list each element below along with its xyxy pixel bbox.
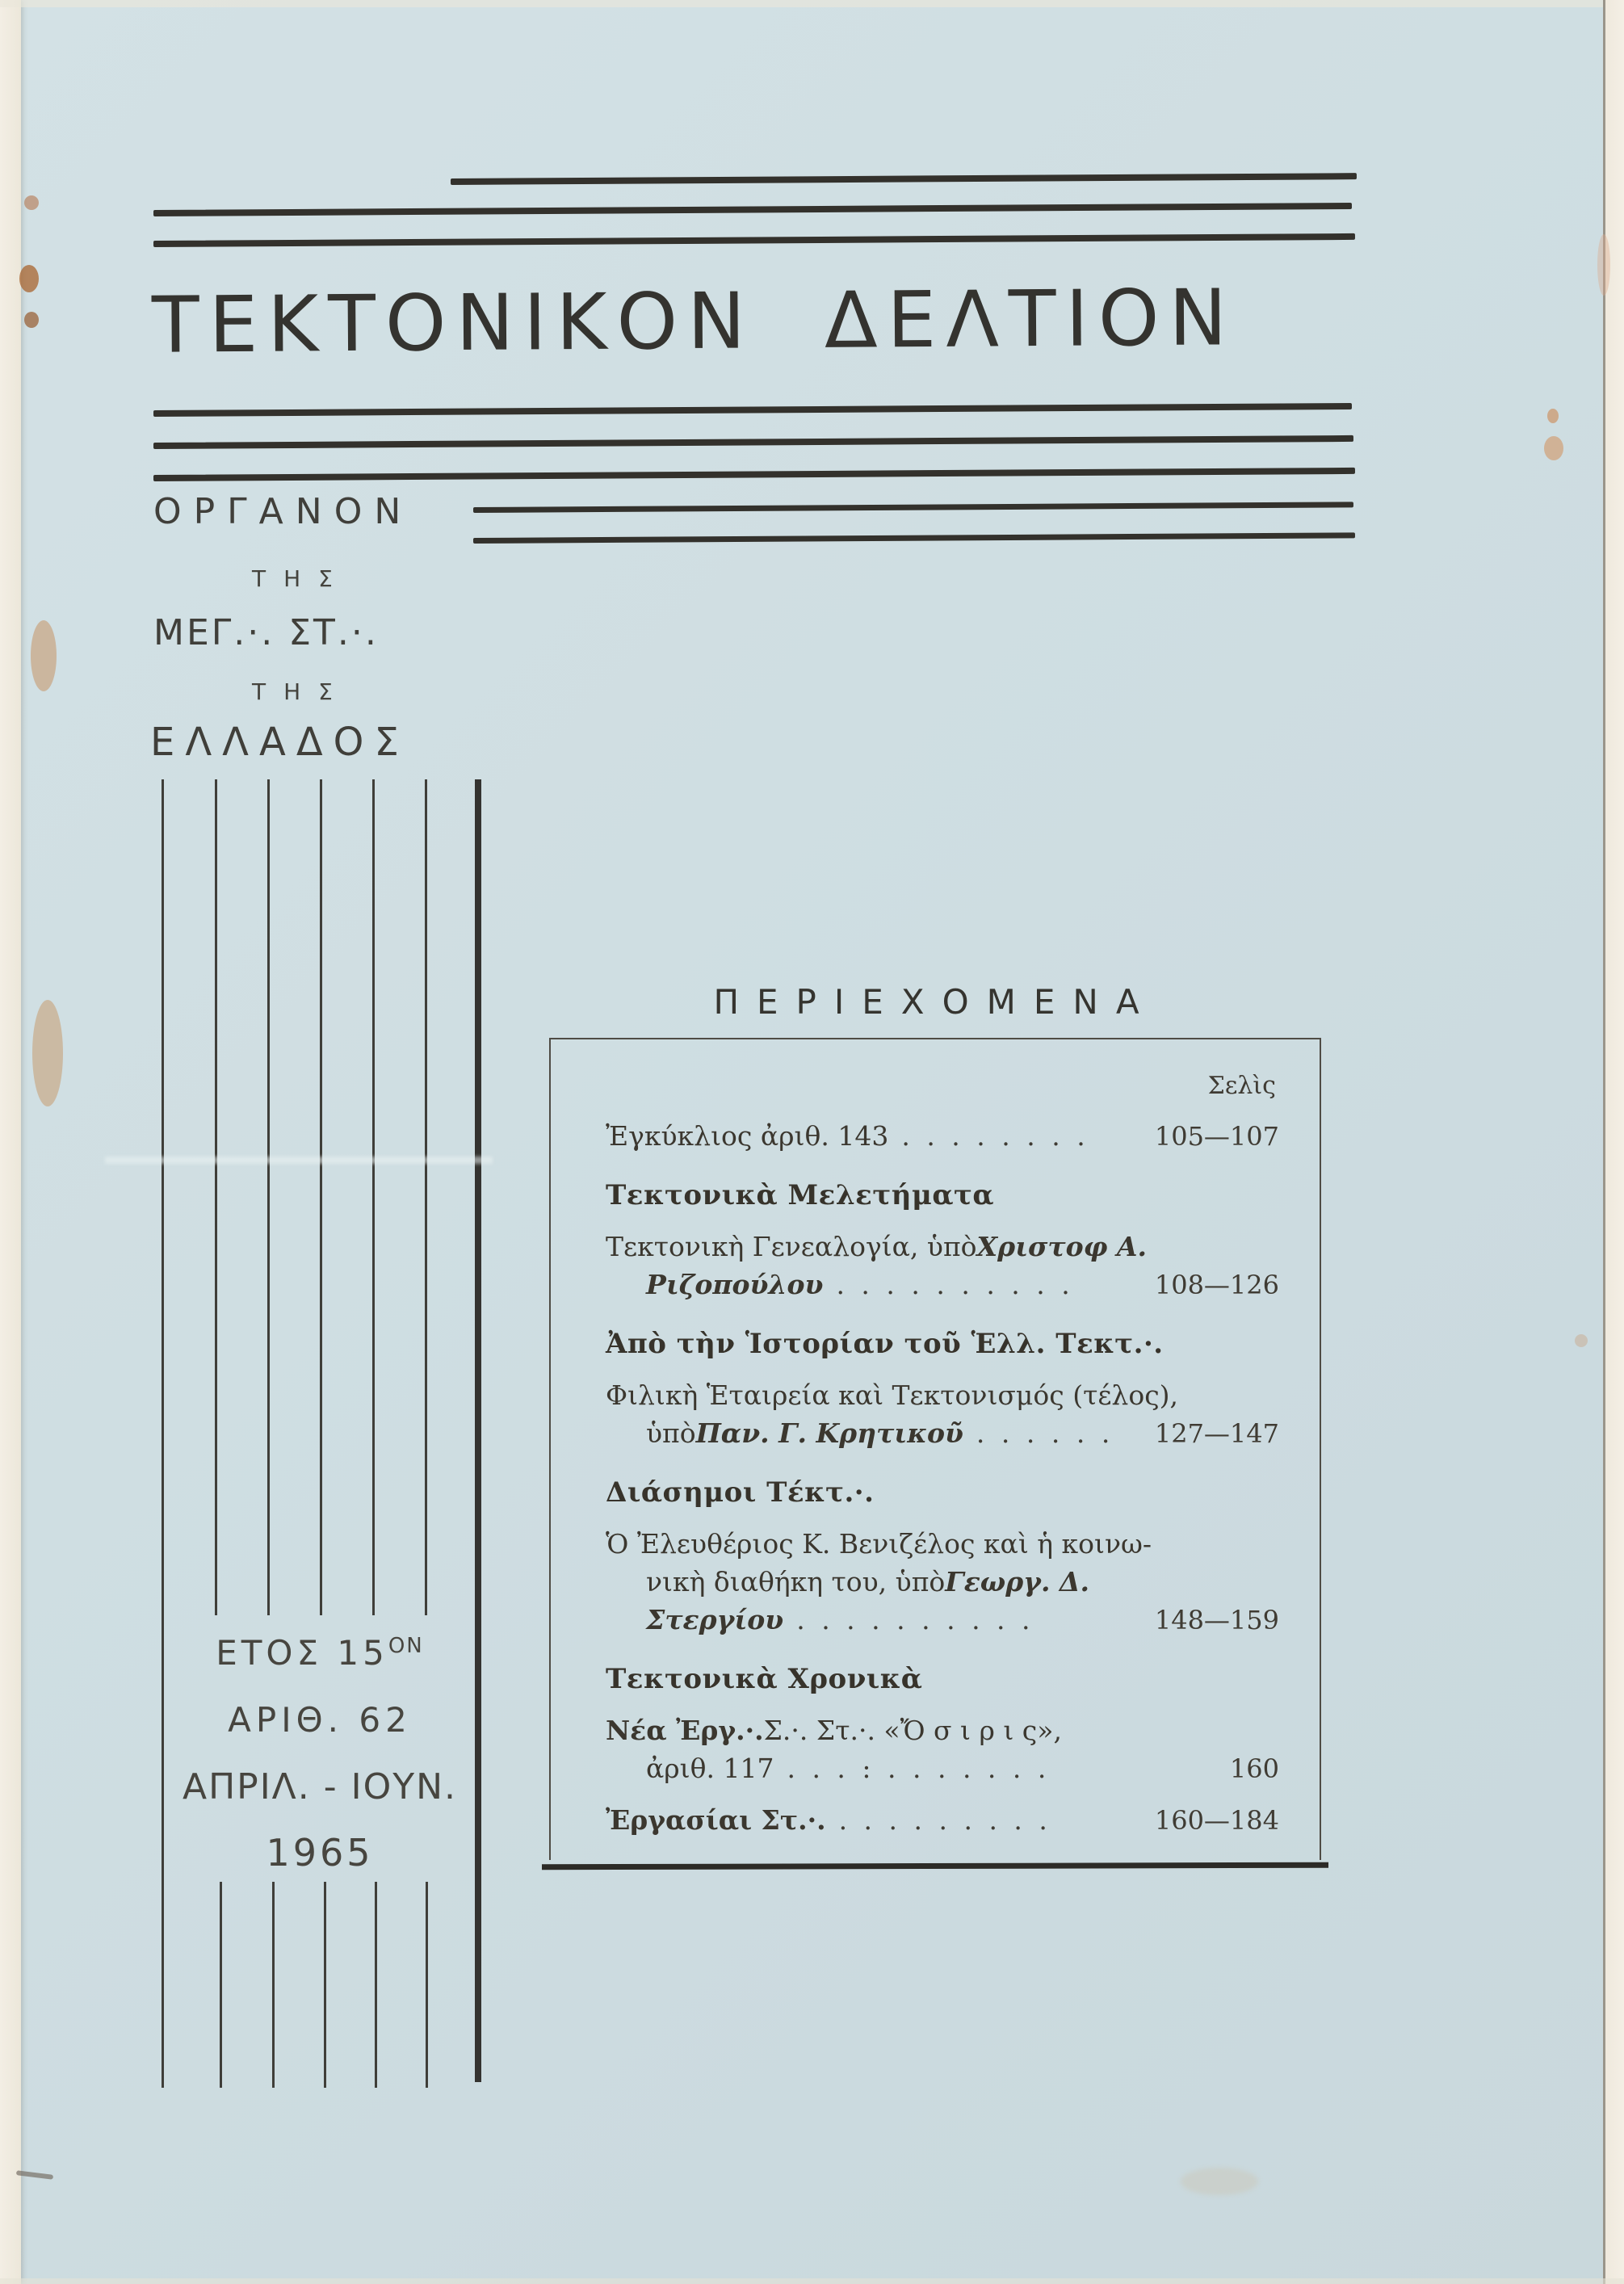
toc-entry-row: [606, 1121, 1279, 1152]
issue-etos-text: ΕΤΟΣ 15: [216, 1633, 388, 1673]
toc-text-segment: Τεκτονικὰ Μελετήματα: [606, 1179, 995, 1211]
stripe-line-3-lower: [272, 1882, 275, 2088]
journal-title-word2: ΔΕΛΤΙΟΝ: [824, 272, 1237, 366]
contents-rows: [606, 1121, 1279, 1836]
issue-year: 1965: [266, 1831, 374, 1875]
toc-entry-row: [606, 1529, 1279, 1559]
toc-text-segment: Φιλικὴ Ἑταιρεία καὶ Τεκτονισμός (τέλος),: [606, 1379, 1179, 1411]
stripe-line-3-upper: [267, 779, 270, 1615]
toc-text-segment: Γεωργ. Δ.: [945, 1566, 1090, 1598]
toc-text-segment: Διάσημοι Τέκτ.·.: [606, 1476, 875, 1509]
toc-entry-row: [606, 1605, 1279, 1635]
toc-dot-leader: . . . . . . . . . .: [796, 1605, 1034, 1635]
organ-line-meg-st: ΜΕΓ.·. ΣΤ.·.: [153, 612, 379, 653]
stripe-line-1: [162, 779, 164, 2088]
contents-box: [549, 1038, 1321, 1860]
toc-dot-leader: . . . . . . . .: [901, 1121, 1089, 1151]
rust-stain-small: [24, 195, 39, 210]
toc-page-range: 148—159: [1154, 1605, 1279, 1635]
toc-section-heading: [606, 1329, 1279, 1359]
toc-text-segment: νικὴ διαθήκη του, ὑπὸ: [646, 1566, 946, 1598]
organ-line-ellados: ΕΛΛΑΔΟΣ: [150, 720, 409, 765]
scan-edge-bottom: [0, 2278, 1624, 2284]
stripe-line-5-upper: [372, 779, 375, 1615]
toc-section-heading: [606, 1665, 1279, 1694]
toc-text-segment: ὑπὸ: [646, 1417, 696, 1449]
toc-entry-row: [606, 1567, 1279, 1597]
tan-stain-upper: [31, 620, 57, 691]
toc-text-segment: Ριζοπούλου: [646, 1269, 824, 1300]
issue-number: ΑΡΙΘ. 62: [228, 1700, 412, 1740]
toc-text-segment: Ἀπὸ τὴν Ἱστορίαν τοῦ Ἑλλ. Τεκτ.·.: [606, 1328, 1164, 1360]
tan-stain-lower: [32, 1000, 63, 1106]
toc-entry-row: [606, 1380, 1279, 1410]
right-edge-smudge: [1597, 234, 1610, 296]
toc-text-segment: Ἐργασίαι Στ.·.: [606, 1804, 826, 1836]
rust-stain-staple-top: [19, 265, 39, 292]
issue-etos-superscript: ΟΝ: [388, 1634, 424, 1658]
bottom-right-smudge: [1181, 2168, 1258, 2195]
contents-heading: ΠΕΡΙΕΧΟΜΕΝΑ: [713, 982, 1157, 1022]
scan-edge-top: [0, 0, 1624, 7]
right-stain-faint: [1575, 1334, 1588, 1347]
stripe-line-6-lower: [426, 1882, 428, 2088]
journal-title-word1: ΤΕΚΤΟΝΙΚΟΝ: [151, 275, 756, 371]
stripe-line-4-upper: [320, 779, 322, 1615]
toc-entry-row: [606, 1270, 1279, 1300]
toc-text-segment: Νέα Ἐργ.·.: [606, 1715, 764, 1746]
toc-page-range: 127—147: [1154, 1418, 1279, 1449]
toc-dot-leader: . . . . . . . . .: [838, 1805, 1051, 1835]
toc-dot-leader: . . . . . .: [976, 1418, 1114, 1448]
stripe-line-2-lower: [220, 1882, 222, 2088]
toc-text-segment: Τεκτονικὴ Γενεαλογία, ὑπὸ: [606, 1231, 977, 1262]
issue-year-ordinal: [158, 1633, 481, 1673]
toc-entry-row: [606, 1805, 1279, 1836]
toc-page-range: 105—107: [1154, 1121, 1279, 1152]
toc-entry-row: [606, 1715, 1279, 1745]
stripe-line-5-lower: [375, 1882, 377, 2088]
organ-line-tis-2: ΤΗΣ: [252, 678, 350, 705]
toc-text-segment: Σ.·. Στ.·. «Ὄ σ ι ρ ι ς»,: [763, 1715, 1062, 1746]
contents-page-column-label: Σελὶς: [1207, 1072, 1276, 1100]
toc-dot-leader: . . . : . . . . . . .: [787, 1753, 1051, 1783]
toc-entry-row: [606, 1753, 1279, 1784]
toc-text-segment: Ἐγκύκλιος ἀριθ. 143: [606, 1120, 889, 1152]
journal-title: [152, 272, 1237, 370]
right-stain-dot-2: [1544, 436, 1563, 460]
paper-crease: [105, 1157, 493, 1164]
stripe-line-2-upper: [215, 779, 217, 1615]
stripe-line-6-upper: [425, 779, 427, 1615]
scan-edge-right: [1603, 0, 1624, 2284]
organ-line-tis-1: ΤΗΣ: [252, 565, 350, 592]
scan-edge-left: [0, 0, 21, 2284]
organ-line-organon: ΟΡΓΑΝΟΝ: [153, 491, 413, 532]
rust-stain-staple-bottom: [24, 312, 39, 328]
stripe-line-4-lower: [324, 1882, 326, 2088]
toc-page-range: 160—184: [1154, 1805, 1279, 1836]
toc-text-segment: Τεκτονικὰ Χρονικὰ: [606, 1663, 923, 1695]
toc-entry-row: [606, 1418, 1279, 1449]
toc-page-range: 160: [1229, 1753, 1279, 1784]
issue-block: [158, 1633, 481, 1875]
toc-dot-leader: . . . . . . . . . .: [836, 1270, 1074, 1299]
toc-text-segment: Ὁ Ἐλευθέριος Κ. Βενιζέλος καὶ ἡ κοινω-: [606, 1528, 1152, 1560]
toc-text-segment: Παν. Γ. Κρητικοῦ: [695, 1417, 963, 1449]
right-stain-dot-1: [1547, 409, 1559, 423]
toc-text-segment: ἀριθ. 117: [646, 1753, 774, 1784]
toc-entry-row: [606, 1232, 1279, 1262]
issue-months: ΑΠΡΙΛ. - ΙΟΥΝ.: [182, 1766, 458, 1807]
stripe-line-7-thick: [475, 779, 481, 2082]
toc-page-range: 108—126: [1154, 1270, 1279, 1300]
toc-section-heading: [606, 1478, 1279, 1508]
toc-text-segment: Στεργίου: [646, 1604, 784, 1635]
toc-text-segment: Χριστοφ Α.: [976, 1231, 1148, 1262]
toc-section-heading: [606, 1181, 1279, 1211]
